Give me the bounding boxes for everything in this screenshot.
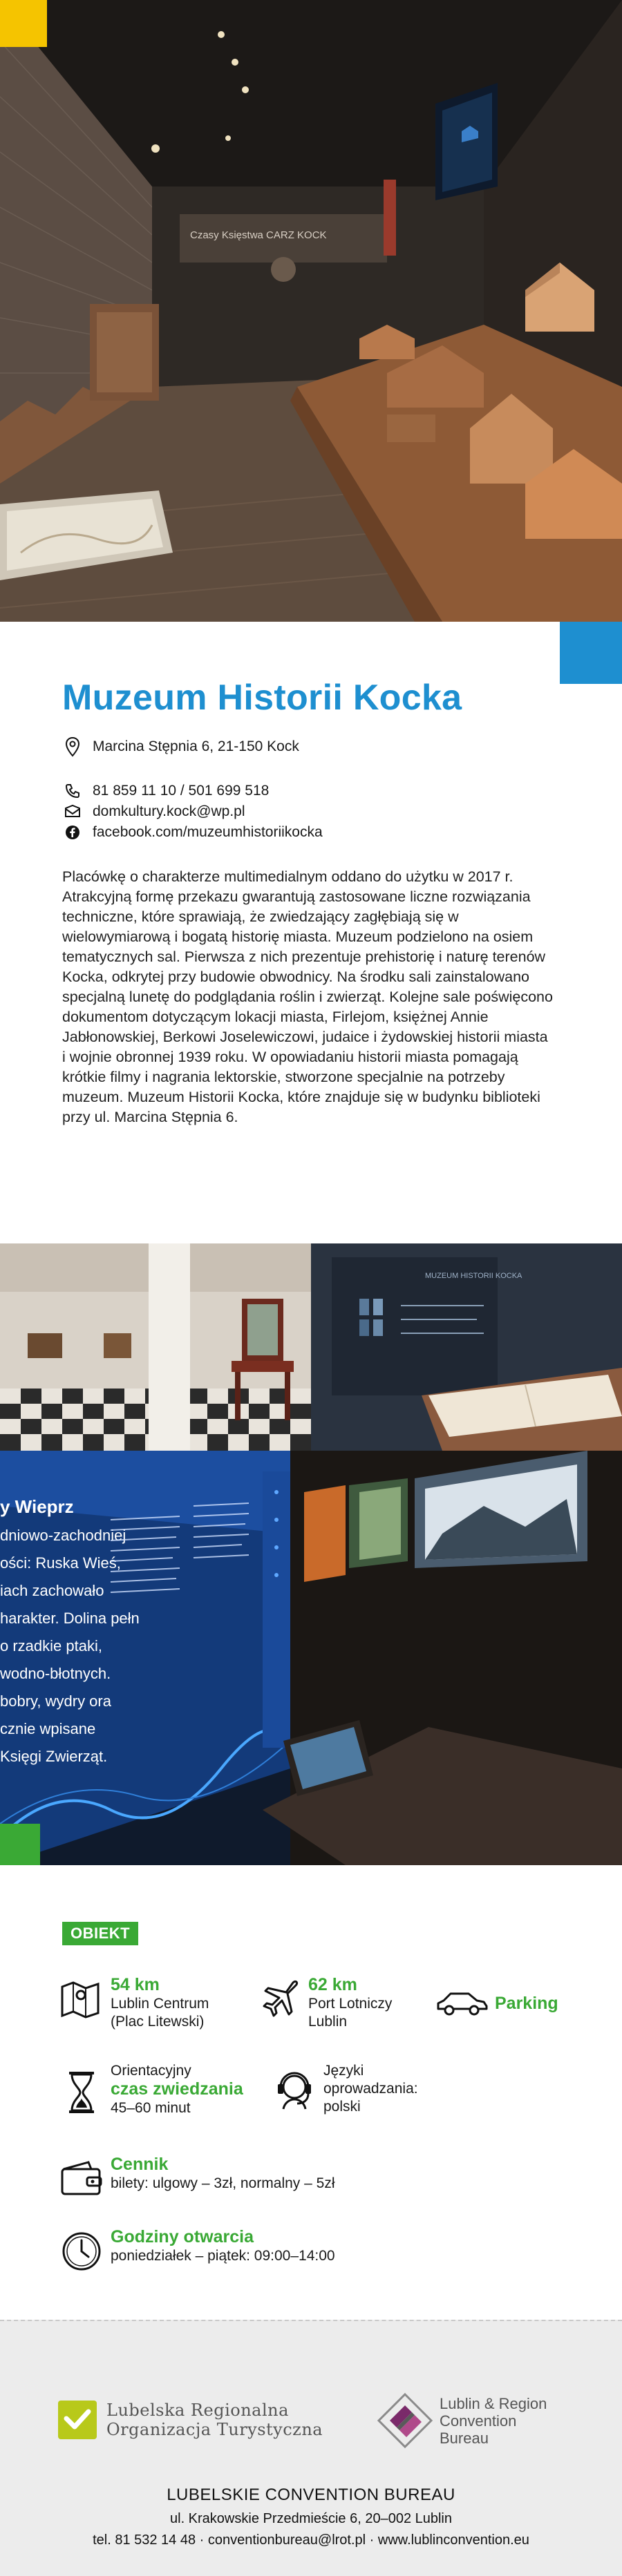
museum-interior-illustration bbox=[0, 0, 622, 622]
wallet-icon bbox=[58, 2155, 105, 2202]
lcb-logo[interactable] bbox=[376, 2392, 547, 2450]
price-title: Cennik bbox=[111, 2155, 169, 2174]
visit-time bbox=[58, 2062, 243, 2117]
wall-text-line: o rzadkie ptaki, bbox=[0, 1637, 102, 1654]
parking-label: Parking bbox=[495, 1994, 558, 2013]
lrot-name-line1: Lubelska Regionalna bbox=[106, 2401, 289, 2420]
headset-icon bbox=[271, 2066, 318, 2113]
bureau-name: LUBELSKIE CONVENTION BUREAU bbox=[167, 2486, 455, 2504]
object-badge: OBIEKT bbox=[62, 1922, 138, 1945]
hourglass-icon bbox=[58, 2069, 105, 2116]
gallery-photo-hall bbox=[0, 1243, 311, 1451]
lrot-name-line2: Organizacja Turystyczna bbox=[106, 2420, 323, 2439]
hours-value: poniedziałek – piątek: 09:00–14:00 bbox=[111, 2248, 335, 2264]
distance-lublin-label: Lublin Centrum (Plac Litewski) bbox=[111, 1996, 209, 2030]
address-row bbox=[62, 736, 299, 757]
distance-lublin-value: 54 km bbox=[111, 1975, 160, 1994]
museum-description: Placówkę o charakterze multimedialnym oddano do użytku w 2017 r. Atrakcyjną formę przekazu gwarantują zastosowane liczne rozwiązania techniczne, które sprawiają, że zwiedzający zagłębiają się w wielowymiarową i bogatą historię miasta. Muzeum podzielono na osiem tematycznych sal. Pierwsza z nich prezentuje prehistorię i naturę terenów Kocka, odkrytej przy budowie obwodnicy. Na środku sali zainstalowano specjalną lunetę do podglądania roślin i zwierząt. Kolejne sale poświęcono dokumentom dotyczącym lokacji miasta, Firlejom, księżnej Annie Jabłonowskiej, Berkowi Joselewiczowi, judaice i żydowskiej historii miasta i wojnie obronnej 1939 roku. W opowiadaniu historii miasta pomagają krótkie filmy i nagrania lektorskie, stworzone specjalnie na potrzeby muzeum. Muzeum Historii Kocka, które znajduje się w budynku biblioteki przy ul. Marcina Stępnia 6. bbox=[62, 868, 553, 1125]
price-value: bilety: ulgowy – 3zł, normalny – 5zł bbox=[111, 2175, 335, 2191]
email-row bbox=[62, 801, 245, 822]
gallery-photo-book bbox=[311, 1243, 622, 1451]
footer-divider bbox=[0, 2320, 622, 2321]
opening-hours bbox=[58, 2228, 335, 2275]
panel-caption: Czasy Księstwa CARZ KOCK bbox=[190, 229, 327, 241]
phone-row bbox=[62, 781, 269, 801]
page-title: Muzeum Historii Kocka bbox=[62, 678, 462, 718]
wall-text-line: Księgi Zwierząt. bbox=[0, 1748, 108, 1765]
visit-time-value: 45–60 minut bbox=[111, 2100, 191, 2116]
tour-languages bbox=[271, 2062, 448, 2116]
yellow-corner-accent bbox=[0, 0, 47, 47]
gallery-panel-title: MUZEUM HISTORII KOCKA bbox=[425, 1272, 522, 1280]
phone-text[interactable]: 81 859 11 10 / 501 699 518 bbox=[93, 783, 270, 799]
lrot-logo[interactable] bbox=[58, 2401, 323, 2439]
wall-text-line: harakter. Dolina pełn bbox=[0, 1610, 140, 1627]
hours-title: Godziny otwarcia bbox=[111, 2227, 254, 2246]
clock-icon bbox=[58, 2228, 105, 2275]
airplane-icon bbox=[256, 1976, 303, 2023]
wall-text-line: ości: Ruska Wieś, bbox=[0, 1554, 121, 1572]
lcb-name-line3: Bureau bbox=[440, 2429, 489, 2447]
hero-photo bbox=[0, 0, 622, 622]
visit-time-caption: Orientacyjny bbox=[111, 2063, 191, 2079]
lcb-name-line1: Lublin & Region bbox=[440, 2394, 547, 2412]
phone-icon bbox=[62, 781, 83, 801]
blue-corner-accent bbox=[560, 622, 622, 684]
car-icon bbox=[434, 1988, 489, 2019]
wall-text-line: bobry, wydry ora bbox=[0, 1692, 111, 1710]
facebook-row bbox=[62, 822, 323, 843]
gallery-illustration bbox=[0, 1243, 622, 1865]
wall-text-line: iach zachowało bbox=[0, 1582, 104, 1599]
photo-gallery bbox=[0, 1243, 622, 1865]
wall-text-line: y Wieprz bbox=[0, 1496, 74, 1517]
facebook-icon bbox=[62, 822, 83, 843]
address-text: Marcina Stępnia 6, 21-150 Kock bbox=[93, 738, 299, 754]
price-info bbox=[58, 2155, 335, 2202]
bureau-address: ul. Krakowskie Przedmieście 6, 20–002 Lublin bbox=[170, 2511, 452, 2526]
languages-label: Języki oprowadzania: bbox=[323, 2063, 418, 2097]
green-corner-accent bbox=[0, 1824, 40, 1865]
visit-time-title: czas zwiedzania bbox=[111, 2079, 243, 2099]
lcb-logo-mark bbox=[376, 2392, 434, 2450]
languages-value: polski bbox=[323, 2099, 361, 2115]
map-icon bbox=[58, 1976, 105, 2023]
location-pin-icon bbox=[62, 736, 83, 757]
distance-airport bbox=[256, 1976, 412, 2031]
email-icon bbox=[62, 801, 83, 822]
facebook-link[interactable]: facebook.com/muzeumhistoriikocka bbox=[93, 824, 323, 840]
gallery-photo-river-wall bbox=[0, 1451, 622, 1865]
lrot-logo-mark bbox=[58, 2401, 97, 2439]
distance-airport-value: 62 km bbox=[308, 1975, 357, 1994]
wall-text-line: cznie wpisane bbox=[0, 1720, 96, 1737]
wall-text-line: wodno-błotnych. bbox=[0, 1665, 111, 1682]
distance-lublin bbox=[58, 1976, 235, 2031]
wall-text-line: dniowo-zachodniej bbox=[0, 1527, 126, 1544]
bureau-contact[interactable]: tel. 81 532 14 48 · conventionbureau@lrot.pl · www.lublinconvention.eu bbox=[93, 2532, 529, 2548]
lcb-name-line2: Convention bbox=[440, 2412, 517, 2430]
email-link[interactable]: domkultury.kock@wp.pl bbox=[93, 803, 245, 819]
distance-airport-label: Port Lotniczy Lublin bbox=[308, 1996, 393, 2030]
parking-info bbox=[434, 1988, 558, 2019]
